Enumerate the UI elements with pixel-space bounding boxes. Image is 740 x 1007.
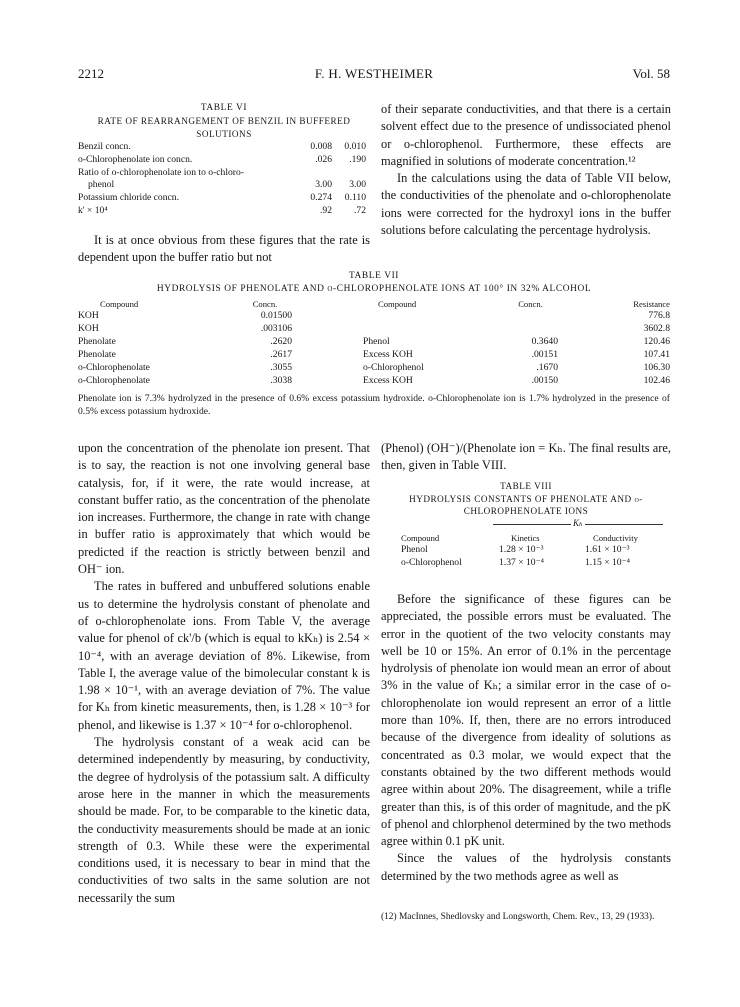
table-cell: 776.8: [648, 310, 670, 321]
table-cell: Phenol: [401, 543, 428, 555]
column-header: Concn.: [252, 299, 278, 309]
footnote: (12) MacInnes, Shedlovsky and Longsworth, Chem. Rev., 13, 29 (1933).: [381, 912, 655, 922]
paragraph: It is at once obvious from these figures that the rate is dependent upon the buffer ratio but not: [78, 233, 370, 265]
table-row: [78, 323, 670, 336]
table-row: [78, 179, 370, 192]
table-7-caption: HYDROLYSIS OF PHENOLATE AND o-CHLOROPHENOLATE IONS AT 100° IN 32% ALCOHOL: [156, 284, 592, 294]
table-cell: .003106: [260, 323, 292, 335]
column-header: Kinetics: [511, 532, 540, 543]
table-6-label: TABLE VI: [200, 103, 248, 113]
table-6: [78, 102, 370, 218]
table-cell: 0.01500: [260, 310, 292, 321]
column-header: Conductivity: [593, 532, 638, 543]
table-8-label: TABLE VIII: [500, 481, 552, 491]
table-cell: .1670: [536, 362, 558, 374]
table-cell: 106.30: [643, 362, 670, 374]
table-row: [78, 192, 370, 205]
column-header: Compound: [401, 532, 440, 543]
table-row: [78, 205, 370, 218]
left-column-top: [78, 232, 370, 267]
table-7-label: TABLE VII: [348, 271, 400, 281]
table-cell: .00150: [531, 375, 558, 387]
table-cell: Excess KOH: [363, 375, 413, 387]
column-header: Compound: [100, 299, 139, 309]
kh-label: Kₕ: [573, 517, 583, 528]
table-row: [381, 557, 671, 570]
table-row: [78, 349, 670, 362]
table-7-note: Phenolate ion is 7.3% hydrolyzed in the presence of 0.6% excess potassium hydroxide. o-Chlorophenolate ion is 1.7% hydrolyzed in the presence of 0.5% excess potassium hydroxide.: [78, 392, 670, 417]
table-cell: o-Chlorophenolate ion concn.: [78, 153, 193, 165]
left-column-bottom: [78, 440, 370, 907]
volume-number: Vol. 58: [632, 66, 670, 81]
right-column-top: [381, 101, 671, 239]
table-cell: Benzil concn.: [78, 141, 131, 152]
table-7-header: [78, 298, 670, 310]
table-8: [381, 480, 671, 570]
table-cell: .72: [354, 204, 366, 216]
table-cell: 1.61 × 10⁻³: [585, 543, 630, 555]
table-row: [78, 154, 370, 167]
table-cell: o-Chlorophenolate: [78, 375, 150, 387]
table-row: [381, 544, 671, 557]
paragraph: (Phenol) (OH⁻)/(Phenolate ion = Kₕ. The final results are, then, given in Table VIII.: [381, 441, 671, 473]
paragraph: The rates in buffered and unbuffered solutions enable us to determine the hydrolysis constant of phenolate and of o-chlorophenolate ions. From Table V, the average value for phenol of ck'/b (which is equal to kKₕ) is 2.54 × 10⁻⁴, with an average deviation of 8%. Likewise, from Table I, the average value of the bimolecular constant k is 1.98 × 10⁻¹, with an average deviation of 7%. The value for Kₕ from kinetic measurements, then, is 1.28 × 10⁻³ for phenol, and likewise is 1.37 × 10⁻⁴ for o-chlorophenol.: [78, 579, 370, 732]
right-column-bottom: [381, 591, 671, 885]
table-cell: 0.274: [310, 192, 332, 204]
right-column-mid: [381, 440, 671, 475]
column-header: Resistance: [633, 299, 670, 309]
paragraph: The hydrolysis constant of a weak acid can be determined independently by measuring, by conductivity, the degree of hydrolysis of the potassium salt. A difficulty arose here in the manner in which the measurements should be made. For, to be comparable to the kinetic data, the conductivity measurements should be made at an ionic strength of 0.3. While these were the experimental conditions used, it is necessary to bear in mind that the conductivities of two salts in the same solution are not necessarily the sum: [78, 735, 370, 905]
table-row: [78, 141, 370, 154]
table-cell: .92: [320, 204, 332, 216]
table-cell: 120.46: [643, 336, 670, 348]
table-row: [78, 310, 670, 323]
paragraph: of their separate conductivities, and that there is a certain solvent effect due to the presence of undissociated phenol or o-chlorophenol. Furthermore, these effects are magnified in solutions of moderate concentration.¹²: [381, 102, 671, 168]
table-6-caption: RATE OF REARRANGEMENT OF BENZIL IN BUFFERED SOLUTIONS: [97, 116, 351, 139]
table-cell: o-Chlorophenol: [401, 556, 462, 568]
table-cell: Ratio of o-chlorophenolate ion to o-chloro-: [78, 166, 244, 178]
table-cell: 3.00: [315, 179, 332, 191]
paragraph: Since the values of the hydrolysis constants determined by the two methods agree as well as: [381, 851, 671, 883]
table-cell: 1.28 × 10⁻³: [499, 543, 544, 555]
table-cell: Phenolate: [78, 336, 116, 348]
page-number: 2212: [78, 66, 104, 81]
table-cell: 1.37 × 10⁻⁴: [499, 556, 544, 568]
column-header: Compound: [378, 299, 417, 309]
table-cell: 102.46: [643, 375, 670, 387]
table-cell: o-Chlorophenol: [363, 362, 424, 374]
table-8-header: [381, 530, 671, 544]
table-cell: Phenolate: [78, 349, 116, 361]
paragraph: In the calculations using the data of Table VII below, the conductivities of the phenolate and o-chlorophenolate ions were corrected for the hydroxyl ions in the buffer solutions before calculating the percentage hydrolysis.: [381, 171, 671, 238]
table-cell: .3055: [270, 362, 292, 374]
column-header: Concn.: [518, 299, 543, 309]
table-cell: .2617: [270, 349, 292, 361]
table-cell: o-Chlorophenolate: [78, 362, 150, 374]
table-cell: Phenol: [363, 336, 390, 348]
table-row: [78, 167, 370, 180]
table-cell: 0.3640: [531, 336, 558, 348]
table-cell: 1.15 × 10⁻⁴: [585, 556, 630, 568]
table-cell: 3602.8: [643, 323, 670, 335]
author-name: F. H. WESTHEIMER: [314, 66, 434, 81]
table-cell: KOH: [78, 323, 99, 335]
table-cell: Potassium chloride concn.: [78, 192, 179, 204]
table-cell: KOH: [78, 310, 99, 321]
table-cell: k' × 10⁴: [78, 204, 108, 216]
table-7: [78, 270, 670, 418]
table-cell: .026: [315, 153, 332, 165]
kh-group-header: [381, 518, 671, 530]
table-row: [78, 362, 670, 375]
table-cell: 107.41: [643, 349, 670, 361]
table-cell: Excess KOH: [363, 349, 413, 361]
table-cell: .3038: [270, 375, 292, 387]
table-row: [78, 336, 670, 349]
table-cell: 3.00: [349, 179, 366, 191]
table-cell: .2620: [270, 336, 292, 348]
table-8-caption: HYDROLYSIS CONSTANTS OF PHENOLATE AND o-CHLOROPHENOLATE IONS: [409, 493, 643, 516]
running-header: [78, 66, 670, 86]
table-cell: 0.008: [310, 141, 332, 152]
paragraph: Before the significance of these figures can be appreciated, the possible errors must be evaluated. The error in the quotient of the two velocity constants may well be 10 or 15%. An error of 0.1% in the percentage hydrolysis of phenolate ion would mean an error of about 3% in the value of Kₕ; a similar error in the case of o-chlorophenolate ion would represent an error of a little more than 10%. If, then, there are no errors introduced because of the divergence from ideality of solutions as concentrated as 0.3 molar, we would expect that the constants obtained by the two different methods would agree within about 20%. The disagreement, while a trifle greater than this, is of this order of magnitude, and the pK of phenol and chlorphenol determined by the two methods agree within 0.1 pK unit.: [381, 592, 671, 849]
table-cell: phenol: [88, 179, 115, 191]
table-cell: 0.110: [344, 192, 366, 204]
table-row: [78, 375, 670, 388]
table-cell: .190: [349, 153, 366, 165]
paragraph: upon the concentration of the phenolate ion present. That is to say, the reaction is not one involving general base catalysis, for, if it were, the rate would increase, at constant buffer ratio, as the concentration of the phenolate ion increases. Furthermore, the change in rate with change in buffer ratio is approximately that which would be predicted if the reaction is strictly between benzil and OH⁻ ion.: [78, 441, 370, 577]
table-cell: .00151: [531, 349, 558, 361]
table-cell: 0.010: [344, 141, 366, 152]
